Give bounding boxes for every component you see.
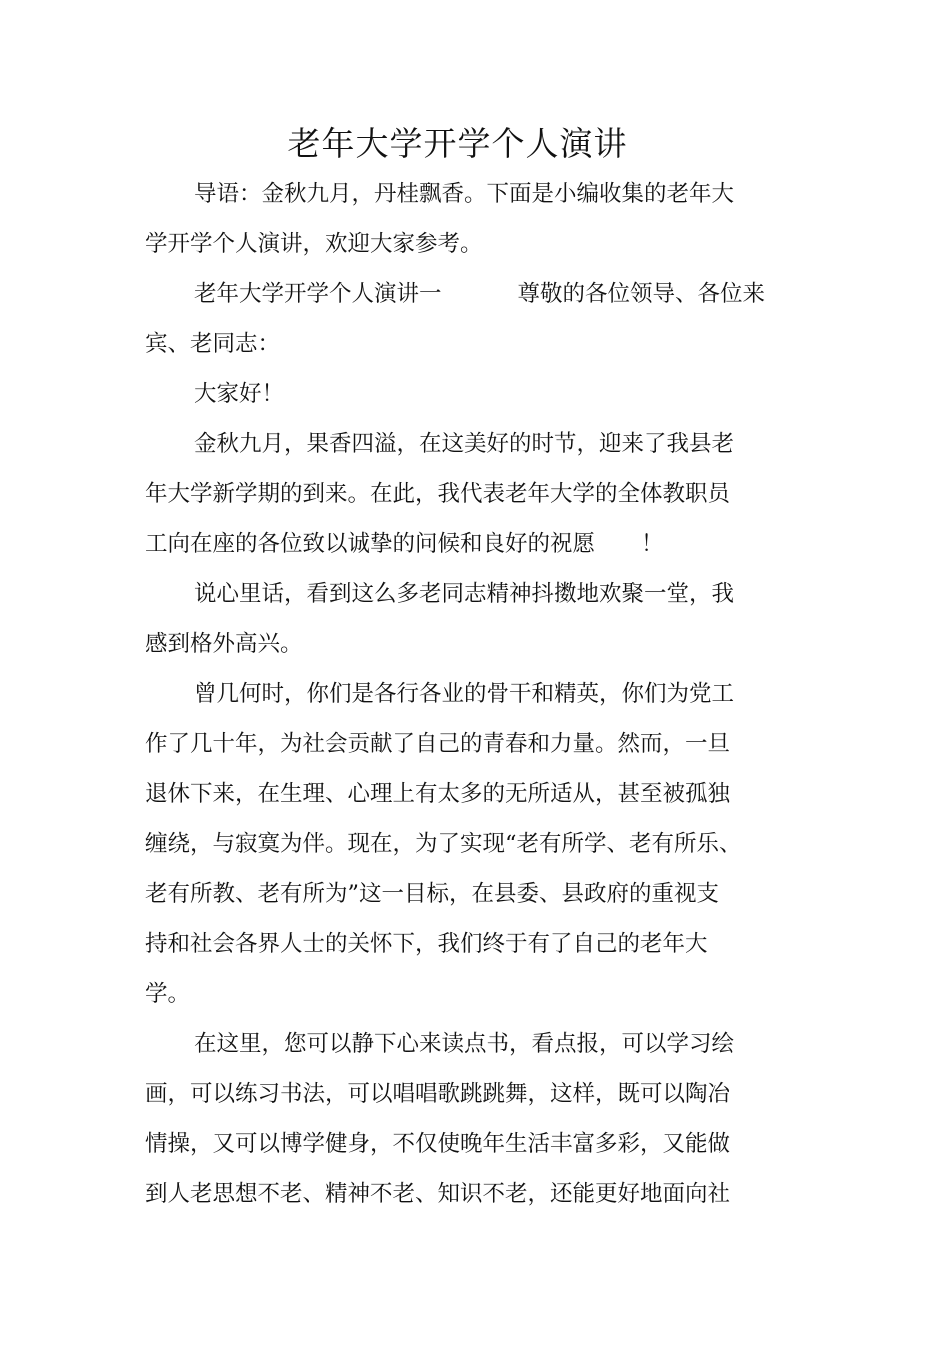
text-line: 情操，又可以博学健身，不仅使晚年生活丰富多彩，又能做 [145,1131,731,1157]
text-line: 曾几何时，你们是各行各业的骨干和精英，你们为党工 [194,681,735,707]
text-line: 在这里，您可以静下心来读点书，看点报，可以学习绘 [194,1031,735,1057]
text-line: 年大学新学期的到来。在此，我代表老年大学的全体教职员 [145,481,731,507]
text-line: 老有所教、老有所为”这一目标，在县委、县政府的重视支 [145,881,720,907]
text-line: 缠绕，与寂寞为伴。现在，为了实现“老有所学、老有所乐、 [145,831,742,857]
text-line [145,269,785,319]
text-line [145,519,785,569]
text-fragment: 工向在座的各位致以诚挚的问候和良好的祝愿 [145,531,596,557]
exclamation-mark: ！ [641,531,664,557]
text-line: 持和社会各界人士的关怀下，我们终于有了自己的老年大 [145,931,708,957]
text-line: 画，可以练习书法，可以唱唱歌跳跳舞，这样，既可以陶冶 [145,1081,731,1107]
text-line: 说心里话，看到这么多老同志精神抖擞地欢聚一堂，我 [194,581,735,607]
text-line: 到人老思想不老、精神不老、知识不老，还能更好地面向社 [145,1181,731,1207]
text-line: 学。 [145,981,191,1007]
text-line: 退休下来，在生理、心理上有太多的无所适从，甚至被孤独 [145,781,731,807]
text-line: 导语：金秋九月，丹桂飘香。下面是小编收集的老年大 [194,181,735,207]
salutation-text: 尊敬的各位领导、各位来 [517,281,766,307]
text-line: 感到格外高兴。 [145,631,303,657]
text-line: 宾、老同志： [145,331,281,357]
text-line: 金秋九月，果香四溢，在这美好的时节，迎来了我县老 [194,431,735,457]
text-line: 作了几十年，为社会贡献了自己的青春和力量。然而，一旦 [145,731,731,757]
document-body [145,169,785,1219]
section-heading: 老年大学开学个人演讲一 [194,281,442,307]
text-line: 大家好！ [194,381,285,407]
text-line: 学开学个人演讲，欢迎大家参考。 [145,231,483,257]
document-title: 老年大学开学个人演讲 [287,124,628,163]
